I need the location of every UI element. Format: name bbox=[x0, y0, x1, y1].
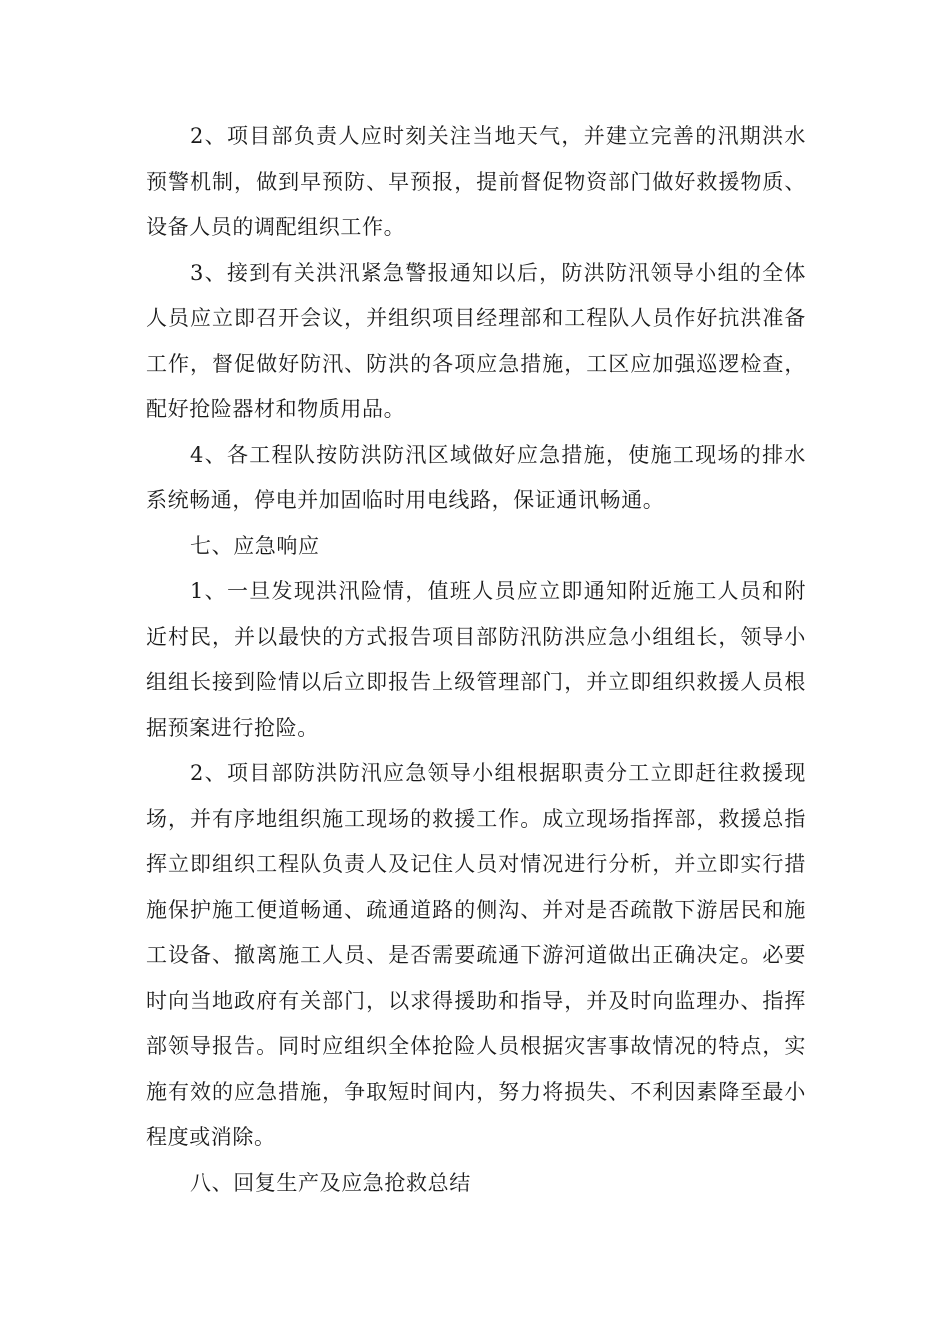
section-7-paragraph-2: 2、项目部防洪防汛应急领导小组根据职责分工立即赶往救援现场，并有序地组织施工现场的救援工作。成立现场指挥部，救援总指挥立即组织工程队负责人及记住人员对情况进行分析，并立即实行措施保护施工便道畅通、疏通道路的侧沟、并对是否疏散下游居民和施工设备、撤离施工人员、是否需要疏通下游河道做出正确决定。必要时向当地政府有关部门，以求得援助和指导，并及时向监理办、指挥部领导报告。同时应组织全体抢险人员根据灾害事故情况的特点，实施有效的应急措施，争取短时间内，努力将损失、不利因素降至最小程度或消除。 bbox=[146, 761, 806, 1149]
paragraph-2: 2、项目部负责人应时刻关注当地天气，并建立完善的汛期洪水预警机制，做到早预防、早预报，提前督促物资部门做好救援物质、设备人员的调配组织工作。 bbox=[146, 124, 806, 239]
paragraph-3: 3、接到有关洪汛紧急警报通知以后，防洪防汛领导小组的全体人员应立即召开会议，并组织项目经理部和工程队人员作好抗洪准备工作，督促做好防汛、防洪的各项应急措施，工区应加强巡逻检查，配好抢险器材和物质用品。 bbox=[146, 260, 806, 421]
section-7-heading: 七、应急响应 bbox=[190, 533, 320, 558]
section-8-heading: 八、回复生产及应急抢救总结 bbox=[190, 1170, 471, 1195]
section-7-paragraph-1: 1、一旦发现洪汛险情，值班人员应立即通知附近施工人员和附近村民，并以最快的方式报告项目部防汛防洪应急小组组长，领导小组组长接到险情以后立即报告上级管理部门，并立即组织救援人员根据预案进行抢险。 bbox=[146, 579, 806, 740]
paragraph-4: 4、各工程队按防洪防汛区域做好应急措施，使施工现场的排水系统畅通，停电并加固临时用电线路，保证通讯畅通。 bbox=[146, 442, 806, 512]
document-body bbox=[146, 114, 806, 1206]
